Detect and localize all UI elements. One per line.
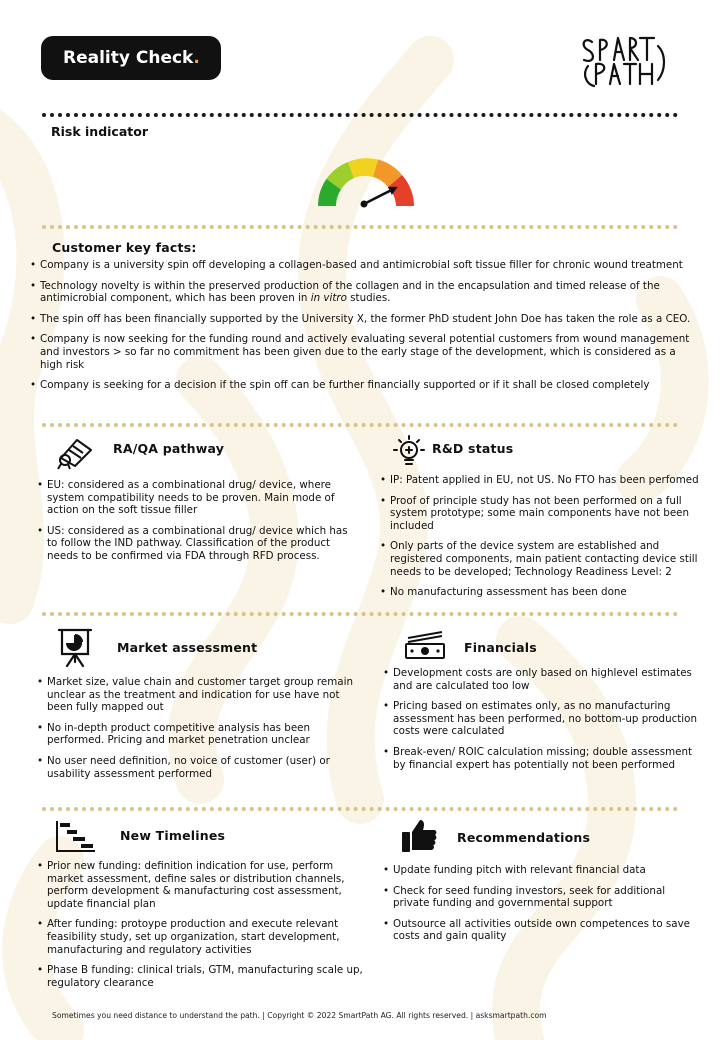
- list-item: • Market size, value chain and customer target group remain unclear as the treatment and indication for use have not been fully mapped out: [37, 676, 357, 714]
- list-item-text-end: studies.: [346, 292, 391, 305]
- list-item: • No manufacturing assessment has been done: [380, 586, 702, 599]
- italic-term: in vitro: [310, 292, 347, 305]
- list-item: • EU: considered as a combinational drug/ device, where system compatibility needs to be proven. Main mode of action on the soft tissue filler: [37, 479, 349, 517]
- rnd-title: R&D status: [432, 441, 514, 456]
- list-item: • Update funding pitch with relevant financial data: [383, 864, 703, 877]
- page-title-badge: [41, 36, 221, 80]
- list-item: • Proof of principle study has not been performed on a full system prototype; some main components have not been included: [380, 495, 702, 533]
- customer-key-facts-title: Customer key facts:: [52, 240, 197, 255]
- rnd-list: [380, 474, 702, 607]
- raqa-list: [37, 479, 349, 571]
- list-item: • US: considered as a combinational drug/ device which has to follow the IND pathway. Classification of the product needs to be confirmed via FDA through RFD process.: [37, 525, 349, 563]
- list-item: • Development costs are only based on highlevel estimates and are calculated too low: [383, 667, 705, 692]
- recommendations-list: [383, 864, 703, 951]
- financials-title: Financials: [464, 640, 537, 655]
- list-item: • IP: Patent applied in EU, not US. No FTO has been perfomed: [380, 474, 702, 487]
- risk-gauge: [316, 156, 416, 212]
- market-list: [37, 676, 357, 788]
- list-item: • No in-depth product competitive analysis has been performed. Pricing and market penetration unclear: [37, 722, 357, 747]
- risk-indicator-title: Risk indicator: [51, 124, 149, 139]
- gauge-pivot: [361, 201, 368, 208]
- money-icon: [404, 628, 446, 660]
- list-item-text: Technology novelty is within the preserved production of the collagen and in the encapsulation and timed release of the antimicrobial component, which has been proven in: [40, 279, 660, 305]
- smartpath-logo: [578, 26, 670, 88]
- financials-list: [383, 667, 705, 779]
- section-divider: [42, 225, 678, 229]
- customer-key-facts-list: [30, 259, 700, 400]
- list-item: • Check for seed funding investors, seek for additional private funding and governmental support: [383, 885, 703, 910]
- list-item: [30, 280, 700, 305]
- raqa-title: RA/QA pathway: [113, 441, 225, 456]
- list-item: • After funding: protoype production and execute relevant feasibility study, set up organization, start development, manufacturing and regulatory activities: [37, 918, 367, 956]
- list-item: • Company is seeking for a decision if the spin off can be further financially supported or if it shall be closed completely: [30, 379, 700, 392]
- thumbs-up-icon: [400, 818, 438, 854]
- list-item: • Prior new funding: definition indication for use, perform market assessment, define sales or distribution channels, perform development & manufacturing cost assessment, update financial plan: [37, 860, 367, 910]
- list-item: • Only parts of the device system are established and registered components, main patient contacting device still needs to be developed; Technology Readiness Level: 2: [380, 540, 702, 578]
- section-divider: [42, 807, 678, 811]
- market-title: Market assessment: [117, 640, 258, 655]
- lightbulb-icon: [393, 434, 425, 468]
- footer-text: Sometimes you need distance to understand the path. | Copyright © 2022 SmartPath AG. All rights reserved. | asksmartpath.com: [52, 1011, 547, 1020]
- list-item: • The spin off has been financially supported by the University X, the former PhD student John Doe has taken the role as a CEO.: [30, 313, 700, 326]
- gauge-needle: [364, 189, 393, 204]
- certificate-icon: [55, 436, 95, 470]
- list-item: • Company is a university spin off developing a collagen-based and antimicrobial soft tissue filler for chronic wound treatment: [30, 259, 700, 272]
- section-divider: [42, 423, 678, 427]
- list-item: • Break-even/ ROIC calculation missing; double assessment by financial expert has potentially not been performed: [383, 746, 705, 771]
- recommendations-title: Recommendations: [457, 830, 591, 845]
- timelines-list: [37, 860, 367, 997]
- gauge-segments: [318, 158, 414, 206]
- page-title-dot: .: [193, 48, 200, 68]
- list-item: • Pricing based on estimates only, as no manufacturing assessment has been performed, no bottom-up production costs were calculated: [383, 700, 705, 738]
- list-item: • Company is now seeking for the funding round and actively evaluating several potential customers from wound management and investors > so far no commitment has been given due to the early stage of the development, which is considered as a high risk: [30, 333, 700, 371]
- page-title: Reality Check: [63, 48, 194, 68]
- list-item: • Outsource all activities outside own competences to save costs and gain quality: [383, 918, 703, 943]
- timelines-title: New Timelines: [120, 828, 226, 843]
- section-divider: [42, 612, 678, 616]
- list-item: • Phase B funding: clinical trials, GTM, manufacturing scale up, regulatory clearance: [37, 964, 367, 989]
- gantt-icon: [55, 819, 97, 853]
- header-divider: [42, 113, 678, 117]
- presentation-chart-icon: [57, 626, 93, 668]
- list-item: • No user need definition, no voice of customer (user) or usability assessment performed: [37, 755, 357, 780]
